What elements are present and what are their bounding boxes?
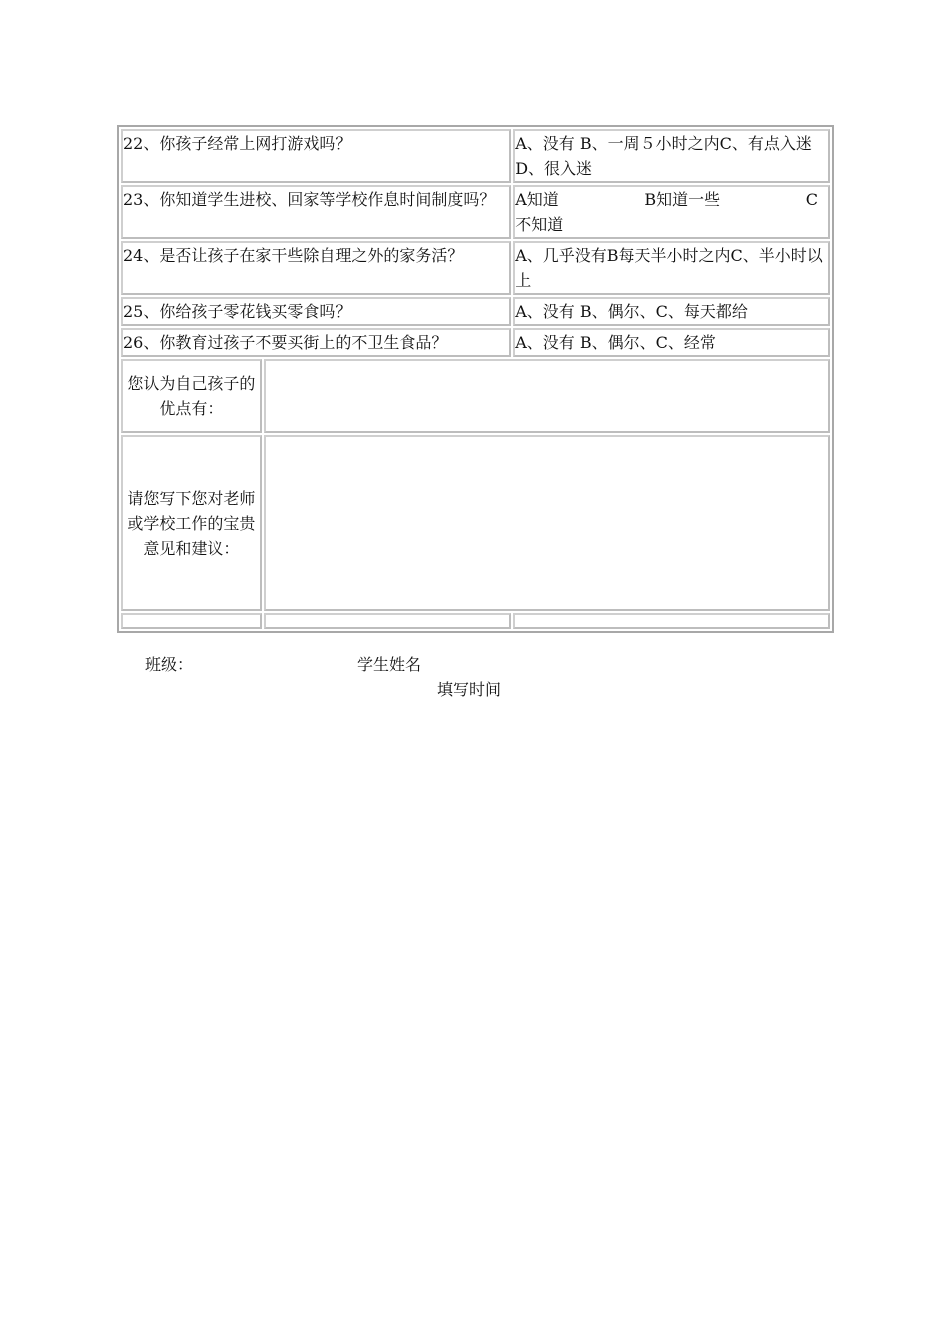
- question-23-option-line: [515, 187, 828, 212]
- option-a: A知道: [515, 190, 559, 209]
- question-row-25: [121, 297, 830, 326]
- question-row-22: [121, 129, 830, 183]
- survey-table: [117, 125, 834, 633]
- question-23-text: 23、你知道学生进校、回家等学校作息时间制度吗？: [121, 185, 511, 239]
- question-24-options: A、几乎没有B每天半小时之内C、半小时以上: [513, 241, 830, 295]
- empty-row: [121, 613, 830, 629]
- question-24-text: 24、是否让孩子在家干些除自理之外的家务活？: [121, 241, 511, 295]
- question-22-options: A、没有 B、一周５小时之内C、有点入迷D、很入迷: [513, 129, 830, 183]
- empty-cell: [264, 613, 511, 629]
- option-c: C: [805, 190, 818, 209]
- option-c-continued: 不知道: [515, 215, 564, 234]
- empty-cell: [513, 613, 830, 629]
- fill-time-label: 填写时间: [437, 680, 502, 699]
- question-23-options: [513, 185, 830, 239]
- question-26-options: A、没有 B、偶尔、C、经常: [513, 328, 830, 357]
- question-22-text: 22、你孩子经常上网打游戏吗？: [121, 129, 511, 183]
- question-row-24: [121, 241, 830, 295]
- suggestions-answer-area[interactable]: [264, 435, 830, 611]
- suggestions-row: [121, 435, 830, 611]
- question-25-options: A、没有 B、偶尔、C、每天都给: [513, 297, 830, 326]
- strengths-row: [121, 359, 830, 433]
- strengths-label: 您认为自己孩子的优点有：: [121, 359, 262, 433]
- question-row-23: [121, 185, 830, 239]
- question-25-text: 25、你给孩子零花钱买零食吗？: [121, 297, 511, 326]
- class-label: 班级：: [145, 655, 194, 674]
- empty-cell: [121, 613, 262, 629]
- suggestions-label: 请您写下您对老师或学校工作的宝贵意见和建议：: [121, 435, 262, 611]
- strengths-answer-area[interactable]: [264, 359, 830, 433]
- option-b: B知道一些: [644, 190, 721, 209]
- student-name-label: 学生姓名: [357, 655, 422, 674]
- question-row-26: [121, 328, 830, 357]
- question-26-text: 26、你教育过孩子不要买街上的不卫生食品？: [121, 328, 511, 357]
